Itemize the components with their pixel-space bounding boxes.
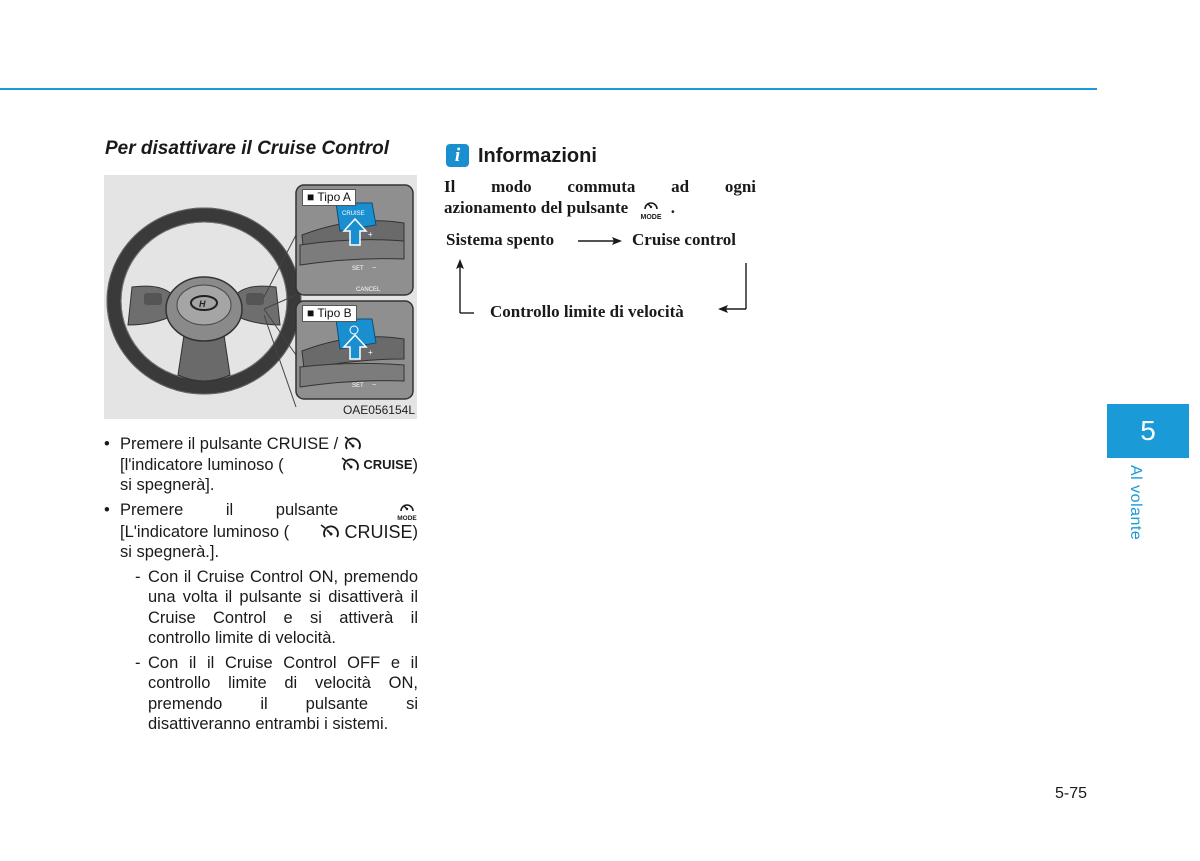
steering-wheel-illustration [104,175,417,419]
minus-label-b: − [372,382,377,389]
cruise-indicator-icon [320,522,344,542]
sub-item-1-text: Con il Cruise Control ON, premendo una volta il pulsante si disattiverà il Cruise Control e si attiverà il controllo limite di velocità. [148,567,418,648]
info-title: Informazioni [478,145,597,167]
figure-code: OAE056154L [342,403,415,417]
bullet-1-line2a: [l'indicatore luminoso ( [120,455,284,474]
bullet-2-line2b: ) [412,522,418,541]
section-title: Per disattivare il Cruise Control [105,138,390,159]
cruise-indicator-word: CRUISE [363,456,413,472]
flow-speed-limit: Controllo limite di velocità [490,302,684,321]
sub-dash: - [135,653,141,672]
tipo-b-label: ■ Tipo B [302,305,357,322]
cruise-key-label: CRUISE [342,211,365,217]
mode-button-icon [636,197,666,221]
bullet-2-line2a: [L'indicatore luminoso ( [120,522,290,541]
sub-item-2-text: Con il il Cruise Control OFF e il controllo limite di velocità ON, premendo il pulsante si disattiveranno entrambi i sistemi. [148,653,418,734]
bullet-1-line3: si spegnerà]. [120,476,215,495]
cruise-indicator-word-2: CRUISE [344,521,413,542]
top-rule [0,88,1097,90]
chapter-name: Al volante [1127,465,1144,541]
plus-label-b: + [368,348,373,357]
info-line-1: Il modo commuta ad ogni [444,177,756,196]
minus-label-a: − [372,265,377,272]
chapter-number-tab: 5 [1107,404,1189,458]
tipo-a-label: ■ Tipo A [302,189,356,206]
list-item [104,500,418,735]
mode-word: MODE [397,514,417,522]
bullet-1-line2b: ) [412,455,418,474]
page-number: 5-75 [1055,785,1088,802]
list-item [120,567,418,649]
cruise-gauge-icon [343,435,363,455]
info-line-2-text: azionamento del pulsante [444,198,629,217]
bullet-2-line1 [120,500,356,521]
steering-wheel-figure [104,175,417,419]
set-label-b: SET [352,383,364,389]
list-item [104,434,418,496]
info-line-2-end: . [670,198,675,217]
instructions-list [104,434,418,739]
bullet-1-line1: Premere il pulsante CRUISE / [120,435,339,453]
list-item [120,653,418,735]
bullet-2-line1-text: • Premere il pulsante [120,501,339,520]
info-icon: i [446,144,469,167]
cruise-indicator-icon [341,455,363,475]
mode-word-info: MODE [640,214,662,222]
mode-button-icon [396,500,418,522]
flow-arrows [440,225,760,325]
flow-system-off: Sistema spento [446,230,555,249]
set-label-a: SET [352,266,364,272]
plus-label: + [368,230,373,239]
cancel-label: CANCEL [356,287,381,293]
svg-text:H: H [199,299,206,309]
bullet-2-line3: si spegnerà.]. [120,543,220,562]
sub-dash: - [135,567,141,586]
info-line-2 [444,197,675,221]
flow-cruise-control: Cruise control [632,230,737,249]
